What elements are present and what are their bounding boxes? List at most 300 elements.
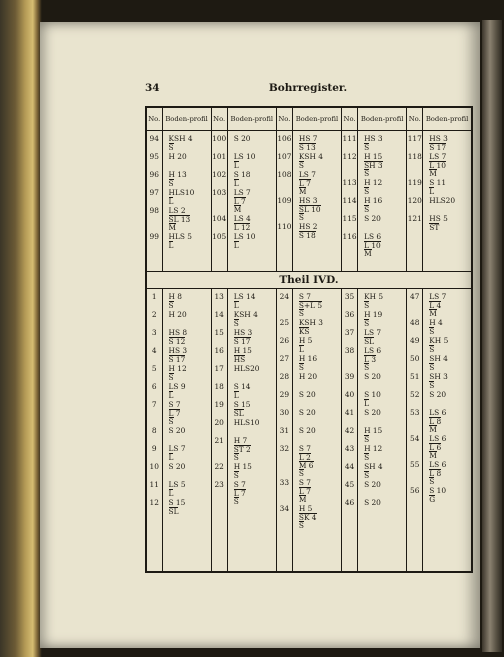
profile-top-layer: S 18 <box>233 170 251 179</box>
profile-lower-layer: S <box>364 471 370 480</box>
soil-profile <box>358 459 406 480</box>
profile-lower-layer: M <box>233 205 242 214</box>
profile-lower-layer: L <box>233 161 239 170</box>
soil-profile <box>358 423 406 444</box>
bore-number: 15 <box>214 328 224 337</box>
bore-number: 29 <box>279 390 290 399</box>
profile-top-layer: H 16 <box>364 196 383 205</box>
profile-lower-layer: M <box>298 495 307 504</box>
soil-profile <box>228 167 276 188</box>
soil-profile <box>228 343 276 364</box>
profile-lower-layer: S 17 <box>233 337 251 346</box>
profile-lower-layer: G <box>429 495 436 504</box>
bore-number: 14 <box>214 310 224 319</box>
soil-profile <box>358 441 406 462</box>
bore-number: 107 <box>277 152 292 161</box>
profile-top-layer: LS 7 <box>168 444 186 453</box>
bore-number: 47 <box>410 292 420 301</box>
header-profile: Boden-profil <box>423 107 472 131</box>
profile-top-layer: H 15 <box>233 346 252 355</box>
soil-profile <box>293 501 341 530</box>
profile-top-layer: LS 5 <box>168 480 186 489</box>
profile-lower-layer: SL 10 <box>298 205 321 214</box>
soil-profile <box>163 149 211 167</box>
profile-lower-layer: M <box>429 425 437 434</box>
header-no: No. <box>146 107 162 131</box>
soil-profile <box>423 457 471 486</box>
profile-top-layer: H 5 <box>298 504 313 513</box>
profile-lower-layer: S <box>429 363 435 372</box>
soil-profile <box>228 325 276 346</box>
profile-lower-layer: L <box>429 187 435 196</box>
profile-top-layer: H 13 <box>168 170 187 179</box>
profile-lower-layer: S 17 <box>168 355 186 364</box>
bore-number: 48 <box>410 318 420 327</box>
profile-top-layer: HLS 5 <box>168 232 192 241</box>
no-column-1 <box>146 131 162 272</box>
soil-profile <box>358 477 406 495</box>
header-profile: Boden-profil <box>162 107 211 131</box>
profile-column-1 <box>162 131 211 272</box>
profile-lower-layer: S <box>168 179 174 188</box>
profile-top-layer: H 12 <box>168 364 187 373</box>
soil-profile <box>358 193 406 214</box>
soil-profile <box>423 333 471 354</box>
profile-lower-layer: S <box>364 435 370 444</box>
profile-lower-layer: S <box>233 319 239 328</box>
profile-top-layer: HS 3 <box>364 134 383 143</box>
bore-number: 116 <box>342 232 357 241</box>
soil-profile <box>163 167 211 188</box>
profile-lower-layer: L 7 <box>233 197 246 206</box>
profile-top-layer: H 4 <box>429 318 443 327</box>
no-column-3 <box>276 131 292 272</box>
profile-top-layer: S 7 <box>298 478 311 487</box>
section-divider <box>146 272 472 289</box>
profile-top-layer: S 10 <box>429 486 447 495</box>
profile-top-layer: H 15 <box>233 462 252 471</box>
bore-number: 36 <box>344 310 355 319</box>
soil-profile <box>423 289 471 318</box>
profile-top-layer: S 15 <box>168 498 186 507</box>
bore-number: 23 <box>214 480 224 489</box>
profile-lower-layer: S <box>429 345 435 354</box>
profile-top-layer: H 7 <box>233 436 248 445</box>
bore-number: 22 <box>214 462 224 471</box>
profile-column-3 <box>292 131 341 272</box>
profile-lower-layer: L <box>168 391 174 400</box>
bore-number: 32 <box>279 444 290 453</box>
soil-profile <box>423 211 471 232</box>
soil-profile <box>423 351 471 372</box>
bore-number: 34 <box>279 504 290 513</box>
soil-profile <box>163 459 211 477</box>
profile-top-layer: LS 7 <box>429 292 447 301</box>
profile-lower-layer: SL 13 <box>168 215 191 224</box>
profile-top-layer: H 16 <box>298 354 318 363</box>
profile-top-layer: H 19 <box>364 310 383 319</box>
header-profile: Boden-profil <box>358 107 407 131</box>
profile-top-layer: KH 5 <box>364 292 384 301</box>
profile-lower-layer: S <box>298 469 304 478</box>
bore-number: 27 <box>279 354 290 363</box>
profile-lower-layer: SH 3 <box>364 161 383 170</box>
profile-lower-layer: S <box>429 327 435 336</box>
profile-lower-layer: S <box>168 373 174 382</box>
bore-number: 56 <box>410 486 420 495</box>
bore-number: 39 <box>344 372 355 381</box>
profile-column-4 <box>358 289 407 573</box>
profile-top-layer: S 7 <box>298 292 311 301</box>
soil-profile <box>293 475 341 504</box>
profile-lower-layer: S <box>298 213 304 222</box>
bore-number: 102 <box>212 170 227 179</box>
soil-profile <box>228 379 276 400</box>
profile-lower-layer: L <box>233 391 239 400</box>
bore-number: 54 <box>410 434 420 443</box>
soil-profile <box>163 441 211 462</box>
soil-profile <box>423 387 471 405</box>
bore-number: 103 <box>212 188 227 197</box>
soil-profile <box>358 131 406 152</box>
bore-number: 37 <box>344 328 355 337</box>
bore-number: 100 <box>212 134 227 143</box>
profile-lower-layer: S <box>298 363 304 372</box>
bore-number: 53 <box>410 408 420 417</box>
soil-profile <box>293 369 341 387</box>
profile-top-layer: LS 6 <box>429 460 447 469</box>
bore-number: 46 <box>344 498 355 507</box>
profile-top-layer: HS 3 <box>298 196 318 205</box>
bore-number: 11 <box>149 480 159 489</box>
bore-number: 16 <box>214 346 224 355</box>
bore-number: 115 <box>342 214 357 223</box>
profile-lower-layer: S <box>168 417 174 426</box>
profile-top-layer: KH 5 <box>429 336 449 345</box>
bore-number: 12 <box>149 498 159 507</box>
profile-top-layer: S 20 <box>364 372 381 381</box>
header-profile: Boden-profil <box>292 107 341 131</box>
profile-lower-layer: S <box>364 169 370 178</box>
soil-profile <box>358 175 406 196</box>
profile-top-layer: KSH 4 <box>168 134 193 143</box>
profile-top-layer: KSH 4 <box>298 152 323 161</box>
profile-lower-layer: L 7 <box>168 409 181 418</box>
profile-lower-layer: L 4 <box>429 301 442 310</box>
bore-number: 9 <box>151 444 157 453</box>
soil-profile <box>358 211 406 229</box>
soil-profile <box>228 397 276 418</box>
bore-number: 4 <box>151 346 157 355</box>
soil-profile <box>163 131 211 152</box>
bore-number: 8 <box>151 426 157 435</box>
bore-number: 10 <box>149 462 159 471</box>
soil-profile <box>163 379 211 400</box>
header-no: No. <box>211 107 227 131</box>
profile-column-2 <box>227 131 276 272</box>
bore-number: 7 <box>151 400 157 409</box>
soil-profile <box>163 477 211 498</box>
table-header-row <box>146 107 472 131</box>
bore-number: 118 <box>407 152 422 161</box>
profile-lower-layer: L <box>168 453 174 462</box>
bore-number: 99 <box>149 232 159 241</box>
profile-lower-layer: ST 2 <box>233 445 251 454</box>
profile-lower-layer: S <box>233 471 239 480</box>
profile-top-layer: S 20 <box>364 498 381 507</box>
profile-lower-layer: SL <box>364 337 375 346</box>
profile-top-layer: S 10 <box>364 390 381 399</box>
soil-profile <box>293 167 341 196</box>
profile-top-layer: LS 2 <box>168 206 186 215</box>
profile-lower-layer: S 12 <box>168 337 186 346</box>
header-no: No. <box>407 107 423 131</box>
profile-top-layer: S 7 <box>168 400 181 409</box>
profile-top-layer: S 20 <box>364 214 381 223</box>
bore-number: 26 <box>279 336 290 345</box>
profile-top-layer: H 12 <box>364 444 383 453</box>
page-edge <box>482 20 502 652</box>
profile-lower-layer: S <box>168 143 174 152</box>
soil-profile <box>423 315 471 336</box>
profile-lower-layer: L 12 <box>233 223 251 232</box>
profile-column-1 <box>162 289 211 573</box>
profile-lower-layer: L 7 <box>298 179 311 188</box>
profile-lower-layer: S <box>429 381 435 390</box>
profile-top-layer: LS 9 <box>168 382 186 391</box>
profile-top-layer: S 14 <box>233 382 251 391</box>
profile-lower-layer: S 17 <box>429 143 447 152</box>
bore-number: 113 <box>342 178 357 187</box>
no-column-5 <box>407 289 423 573</box>
bore-number: 44 <box>344 462 355 471</box>
profile-top-layer: HS 2 <box>298 222 318 231</box>
soil-profile <box>228 289 276 310</box>
table-body-section-a <box>146 131 472 272</box>
bore-number: 117 <box>407 134 422 143</box>
soil-profile <box>163 289 211 310</box>
profile-top-layer: S 15 <box>233 400 251 409</box>
profile-top-layer: S 11 <box>429 178 447 187</box>
bore-number: 13 <box>214 292 224 301</box>
profile-top-layer: H 12 <box>364 178 383 187</box>
profile-lower-layer: L <box>298 345 304 354</box>
profile-lower-layer: L 6 <box>429 443 442 452</box>
bore-number: 120 <box>407 196 422 205</box>
profile-top-layer: H 20 <box>298 372 318 381</box>
profile-lower-layer: M <box>429 451 437 460</box>
soil-profile <box>358 495 406 513</box>
profile-top-layer: LS 10 <box>233 232 256 241</box>
profile-top-layer: S 20 <box>233 134 251 143</box>
header-no: No. <box>342 107 358 131</box>
section-title: Theil IVD. <box>146 272 472 289</box>
profile-top-layer: S 7 <box>298 444 311 453</box>
profile-lower-layer: S 18 <box>298 231 316 240</box>
profile-top-layer: HS 5 <box>429 214 448 223</box>
soil-profile <box>163 361 211 382</box>
profile-top-layer: LS 6 <box>429 434 447 443</box>
bore-number: 51 <box>410 372 420 381</box>
bore-number: 50 <box>410 354 420 363</box>
bore-number: 24 <box>279 292 290 301</box>
header-profile: Boden-profil <box>227 107 276 131</box>
bore-register-table <box>145 106 473 573</box>
soil-profile <box>163 397 211 426</box>
soil-profile <box>423 483 471 504</box>
no-column-5 <box>407 131 423 272</box>
profile-top-layer: LS 4 <box>233 214 251 223</box>
bore-number: 108 <box>277 170 292 179</box>
bore-number: 121 <box>407 214 422 223</box>
soil-profile <box>293 405 341 423</box>
soil-profile <box>293 315 341 336</box>
profile-lower-layer: S <box>168 301 174 310</box>
profile-lower-layer: L 2 <box>298 453 311 462</box>
profile-top-layer: H 20 <box>168 310 187 319</box>
profile-top-layer: KSH 3 <box>298 318 323 327</box>
no-column-3 <box>276 289 292 573</box>
soil-profile <box>358 307 406 328</box>
profile-lower-layer: S <box>364 319 370 328</box>
bore-number: 111 <box>342 134 357 143</box>
bore-number: 52 <box>410 390 420 399</box>
profile-top-layer: LS 7 <box>429 152 447 161</box>
bore-number: 18 <box>214 382 224 391</box>
bore-number: 45 <box>344 480 355 489</box>
profile-lower-layer: L 8 <box>429 469 442 478</box>
bore-number: 31 <box>279 426 290 435</box>
profile-top-layer: S 20 <box>298 390 316 399</box>
profile-top-layer: HLS20 <box>233 364 260 373</box>
bore-number: 43 <box>344 444 355 453</box>
profile-lower-layer: S 13 <box>298 143 316 152</box>
page-number: 34 <box>145 82 160 94</box>
soil-profile <box>163 203 211 232</box>
profile-lower-layer: KS <box>298 327 310 336</box>
bore-number: 19 <box>214 400 224 409</box>
profile-top-layer: SH 3 <box>429 372 448 381</box>
soil-profile <box>423 149 471 178</box>
profile-top-layer: LS 6 <box>364 232 382 241</box>
bore-number: 21 <box>214 436 224 445</box>
header-no: No. <box>276 107 292 131</box>
soil-profile <box>358 149 406 178</box>
soil-profile <box>293 289 341 318</box>
profile-lower-layer: L <box>168 241 174 250</box>
soil-profile <box>293 441 341 478</box>
profile-top-layer: S 20 <box>298 426 316 435</box>
bore-number: 30 <box>279 408 290 417</box>
profile-lower-layer: SL <box>168 507 179 516</box>
soil-profile <box>228 185 276 214</box>
soil-profile <box>293 193 341 222</box>
soil-profile <box>293 131 341 152</box>
bore-number: 104 <box>212 214 227 223</box>
soil-profile <box>228 361 276 379</box>
bore-number: 41 <box>344 408 355 417</box>
profile-top-layer: S 20 <box>168 426 186 435</box>
profile-lower-layer: L <box>233 241 239 250</box>
profile-lower-layer: S <box>429 477 435 486</box>
profile-lower-layer: S <box>233 497 239 506</box>
profile-top-layer: LS 7 <box>233 188 251 197</box>
bore-number: 6 <box>151 382 157 391</box>
soil-profile <box>163 325 211 346</box>
profile-top-layer: HLS10 <box>233 418 260 427</box>
bore-number: 94 <box>149 134 159 143</box>
profile-top-layer: S 20 <box>429 390 447 399</box>
profile-lower-layer: S+L 5 <box>298 301 323 310</box>
soil-profile <box>358 229 406 258</box>
soil-profile <box>358 289 406 310</box>
profile-top-layer: HS 7 <box>298 134 318 143</box>
soil-profile <box>228 433 276 462</box>
bore-number: 106 <box>277 134 292 143</box>
profile-lower-layer: S <box>364 301 370 310</box>
soil-profile <box>358 387 406 408</box>
profile-lower-layer: L <box>168 489 174 498</box>
bore-number: 5 <box>151 364 157 373</box>
profile-top-layer: H 15 <box>364 426 383 435</box>
profile-lower-layer: S <box>233 453 239 462</box>
profile-column-2 <box>227 289 276 573</box>
bore-number: 112 <box>342 152 357 161</box>
profile-top-layer: HS 8 <box>168 328 188 337</box>
bore-number: 98 <box>149 206 159 215</box>
profile-lower-layer: L 10 <box>429 161 446 170</box>
bore-number: 33 <box>279 478 290 487</box>
profile-lower-layer: L <box>233 301 239 310</box>
soil-profile <box>228 211 276 232</box>
profile-top-layer: LS 7 <box>364 328 382 337</box>
profile-top-layer: H 15 <box>364 152 383 161</box>
no-column-1 <box>146 289 162 573</box>
soil-profile <box>293 351 341 372</box>
bore-number: 109 <box>277 196 292 205</box>
profile-lower-layer: L <box>168 197 174 206</box>
bore-number: 38 <box>344 346 355 355</box>
profile-top-layer: S 20 <box>168 462 186 471</box>
bore-number: 3 <box>151 328 157 337</box>
soil-profile <box>163 423 211 441</box>
soil-profile <box>163 185 211 206</box>
soil-profile <box>228 229 276 250</box>
profile-top-layer: HS 3 <box>168 346 188 355</box>
soil-profile <box>228 459 276 480</box>
soil-profile <box>423 431 471 460</box>
no-column-2 <box>211 289 227 573</box>
no-column-4 <box>342 289 358 573</box>
profile-top-layer: HLS20 <box>429 196 456 205</box>
profile-lower-layer: HS <box>233 355 246 364</box>
soil-profile <box>293 219 341 240</box>
no-column-2 <box>211 131 227 272</box>
soil-profile <box>358 325 406 346</box>
soil-profile <box>163 343 211 364</box>
bore-number: 101 <box>212 152 227 161</box>
bore-number: 95 <box>149 152 159 161</box>
soil-profile <box>293 423 341 441</box>
bore-number: 105 <box>212 232 227 241</box>
soil-profile <box>228 307 276 328</box>
profile-top-layer: HS 3 <box>429 134 448 143</box>
profile-top-layer: LS 10 <box>233 152 256 161</box>
profile-lower-layer: SL <box>233 409 244 418</box>
profile-top-layer: KSH 4 <box>233 310 258 319</box>
soil-profile <box>163 307 211 325</box>
table-body-section-b <box>146 289 472 573</box>
